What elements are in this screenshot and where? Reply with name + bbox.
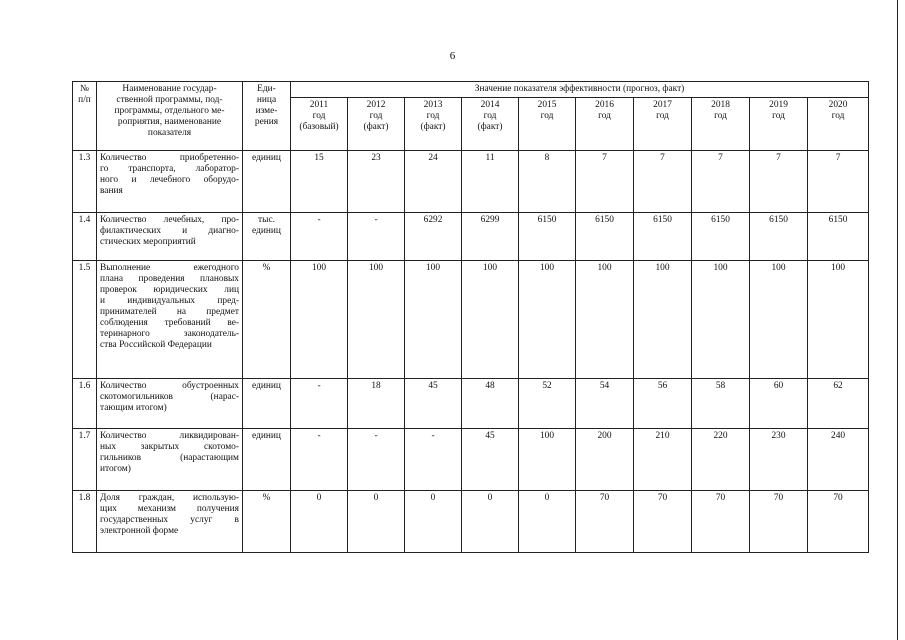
table-row <box>73 151 869 213</box>
value-cell: 0 <box>519 491 576 553</box>
value-cell: 24 <box>405 151 462 213</box>
row-number: 1.7 <box>73 429 97 491</box>
indicator-name-line: принимателей на предмет <box>100 307 239 317</box>
value-cell: 23 <box>348 151 405 213</box>
value-cell: 0 <box>348 491 405 553</box>
page-edge-line <box>897 0 898 640</box>
header-year-line: год <box>426 111 440 121</box>
header-name-line: Наименование государ- <box>122 84 217 94</box>
indicator-name-line: го транспорта, лаборатор- <box>100 164 239 174</box>
header-year-cell <box>576 98 634 151</box>
indicator-name-line: скотомогильников (нарас- <box>100 392 239 402</box>
value-cell: 6150 <box>750 213 808 261</box>
indicator-name <box>97 213 243 261</box>
value-cell: 7 <box>750 151 808 213</box>
value-cell: 15 <box>291 151 348 213</box>
indicator-name-line: итогом) <box>100 464 131 474</box>
indicator-name <box>97 429 243 491</box>
indicator-name <box>97 379 243 429</box>
header-year-line: (факт) <box>420 122 446 132</box>
value-cell: 70 <box>634 491 692 553</box>
header-year-cell <box>634 98 692 151</box>
value-cell: - <box>405 429 462 491</box>
value-cell: 7 <box>576 151 634 213</box>
header-year-line: год <box>714 111 727 121</box>
value-cell: 60 <box>750 379 808 429</box>
header-year-line: 2013 <box>423 100 443 110</box>
header-year-line: 2012 <box>366 100 386 110</box>
indicator-name-line: Выполнение ежегодного <box>100 263 239 273</box>
indicator-name-line: Количество приобретенно- <box>100 153 239 163</box>
header-year-line: год <box>772 111 785 121</box>
unit-of-measure <box>243 429 291 491</box>
indicator-name-line: филактических и диагно- <box>100 226 239 236</box>
header-year-line: (факт) <box>363 122 389 132</box>
value-cell: - <box>348 429 405 491</box>
row-number: 1.4 <box>73 213 97 261</box>
indicator-name-line: ного и лечебного оборудо- <box>100 175 239 185</box>
header-year-line: год <box>369 111 383 121</box>
header-year-line: 2015 <box>537 100 557 110</box>
header-year-cell <box>692 98 750 151</box>
value-cell: 0 <box>462 491 519 553</box>
header-unit-line: ница <box>256 95 277 105</box>
indicator-name <box>97 261 243 379</box>
indicator-name-line: ных закрытых скотомо- <box>100 442 239 452</box>
header-year-line: год <box>312 111 326 121</box>
indicator-name-line: стических мероприятий <box>100 237 196 247</box>
value-cell: 240 <box>808 429 869 491</box>
value-cell: 100 <box>348 261 405 379</box>
value-cell: 6299 <box>462 213 519 261</box>
value-cell: 45 <box>462 429 519 491</box>
unit-of-measure <box>243 151 291 213</box>
table-row <box>73 429 869 491</box>
unit-line: единиц <box>252 153 281 163</box>
indicator-name-line: электронной форме <box>100 526 179 536</box>
row-number: 1.5 <box>73 261 97 379</box>
value-cell: 0 <box>291 491 348 553</box>
row-number: 1.8 <box>73 491 97 553</box>
header-year-line: 2011 <box>309 100 329 110</box>
indicator-name-line: теринарного законодатель- <box>100 329 239 339</box>
unit-line: единиц <box>252 381 281 391</box>
table-row <box>73 213 869 261</box>
value-cell: 210 <box>634 429 692 491</box>
indicator-name-line: проверок юридических лиц <box>100 285 239 295</box>
header-year-cell <box>291 98 348 151</box>
value-cell: 200 <box>576 429 634 491</box>
value-cell: 6150 <box>634 213 692 261</box>
indicator-name-line: Количество обустроенных <box>100 381 239 391</box>
header-year-line: 2018 <box>711 100 730 110</box>
value-cell: 70 <box>808 491 869 553</box>
header-year-cell <box>519 98 576 151</box>
header-values-title: Значение показателя эффективности (прогноз, факт) <box>291 82 869 98</box>
value-cell: 100 <box>576 261 634 379</box>
header-year-line: 2020 <box>828 100 848 110</box>
indicator-name <box>97 491 243 553</box>
value-cell: 220 <box>692 429 750 491</box>
header-year-line: 2017 <box>653 100 672 110</box>
header-year-cell <box>462 98 519 151</box>
value-cell: 100 <box>692 261 750 379</box>
value-cell: 70 <box>576 491 634 553</box>
table-body <box>73 151 869 553</box>
value-cell: 6292 <box>405 213 462 261</box>
value-cell: 45 <box>405 379 462 429</box>
unit-line: % <box>262 263 271 273</box>
indicator-name-line: ства Российской Федерации <box>100 340 212 350</box>
unit-line: % <box>262 493 271 503</box>
value-cell: 8 <box>519 151 576 213</box>
header-year-cell <box>808 98 869 151</box>
value-cell: - <box>348 213 405 261</box>
indicator-name-line: соблюдения требований ве- <box>100 318 239 328</box>
header-year-line: год <box>483 111 497 121</box>
value-cell: 70 <box>750 491 808 553</box>
value-cell: 58 <box>692 379 750 429</box>
row-number: 1.3 <box>73 151 97 213</box>
indicator-name-line: и индивидуальных пред- <box>100 296 239 306</box>
header-name-line: ственной программы, под- <box>116 95 223 105</box>
indicator-name-line: щих механизм получения <box>100 504 239 514</box>
value-cell: - <box>291 429 348 491</box>
value-cell: 100 <box>405 261 462 379</box>
header-year-cell <box>750 98 808 151</box>
indicator-name-line: тающим итогом) <box>100 403 167 413</box>
value-cell: 230 <box>750 429 808 491</box>
table-row <box>73 379 869 429</box>
value-cell: 7 <box>692 151 750 213</box>
header-year-line: год <box>656 111 669 121</box>
unit-of-measure <box>243 491 291 553</box>
value-cell: 100 <box>750 261 808 379</box>
header-name-line: роприятия, наименование <box>117 117 222 127</box>
header-year-line: 2019 <box>769 100 788 110</box>
page-number: 6 <box>449 50 456 62</box>
header-unit-cell <box>243 82 291 151</box>
value-cell: 100 <box>519 261 576 379</box>
indicator-name-line: государственных услуг в <box>100 515 239 525</box>
indicator-name-line: гильников (нарастающим <box>100 453 239 463</box>
unit-line: единиц <box>252 431 281 441</box>
indicator-name-line: Количество ликвидирован- <box>100 431 239 441</box>
header-num-cell <box>73 82 97 151</box>
unit-line: тыс. <box>258 215 275 225</box>
value-cell: 6150 <box>808 213 869 261</box>
header-year-cell <box>348 98 405 151</box>
header-year-line: год <box>540 111 554 121</box>
unit-of-measure <box>243 379 291 429</box>
value-cell: 52 <box>519 379 576 429</box>
value-cell: 62 <box>808 379 869 429</box>
value-cell: 54 <box>576 379 634 429</box>
table-row <box>73 491 869 553</box>
header-year-line: (факт) <box>477 122 503 132</box>
row-number: 1.6 <box>73 379 97 429</box>
header-year-cell <box>405 98 462 151</box>
value-cell: 70 <box>692 491 750 553</box>
value-cell: 100 <box>462 261 519 379</box>
value-cell: 100 <box>519 429 576 491</box>
header-year-line: (базовый) <box>299 122 339 132</box>
value-cell: 48 <box>462 379 519 429</box>
header-year-line: 2014 <box>480 100 500 110</box>
unit-line: единиц <box>252 226 281 236</box>
indicator-name <box>97 151 243 213</box>
value-cell: 7 <box>808 151 869 213</box>
indicator-name-line: вания <box>100 186 123 196</box>
value-cell: 100 <box>808 261 869 379</box>
indicators-table <box>72 81 869 553</box>
header-name-line: показателя <box>147 128 192 138</box>
header-unit-line: рения <box>254 117 279 127</box>
indicator-name-line: Количество лечебных, про- <box>100 215 239 225</box>
value-cell: 100 <box>291 261 348 379</box>
indicator-name-line: плана проведения плановых <box>100 274 239 284</box>
value-cell: 11 <box>462 151 519 213</box>
value-cell: 6150 <box>692 213 750 261</box>
value-cell: 6150 <box>576 213 634 261</box>
header-year-line: 2016 <box>595 100 614 110</box>
header-unit-line: изме- <box>255 106 278 116</box>
header-num-line: № <box>80 84 89 94</box>
header-row-1 <box>73 82 869 98</box>
header-num-line: п/п <box>78 95 91 105</box>
value-cell: - <box>291 379 348 429</box>
header-unit-line: Еди- <box>257 84 276 94</box>
value-cell: 0 <box>405 491 462 553</box>
value-cell: 7 <box>634 151 692 213</box>
value-cell: 100 <box>634 261 692 379</box>
indicator-name-line: Доля граждан, использую- <box>100 493 239 503</box>
value-cell: 6150 <box>519 213 576 261</box>
value-cell: 18 <box>348 379 405 429</box>
value-cell: 56 <box>634 379 692 429</box>
header-name-cell <box>97 82 243 151</box>
unit-of-measure <box>243 261 291 379</box>
unit-of-measure <box>243 213 291 261</box>
header-year-line: год <box>598 111 611 121</box>
header-name-line: программы, отдельного ме- <box>114 106 225 116</box>
table-row <box>73 261 869 379</box>
header-year-line: год <box>831 111 845 121</box>
value-cell: - <box>291 213 348 261</box>
